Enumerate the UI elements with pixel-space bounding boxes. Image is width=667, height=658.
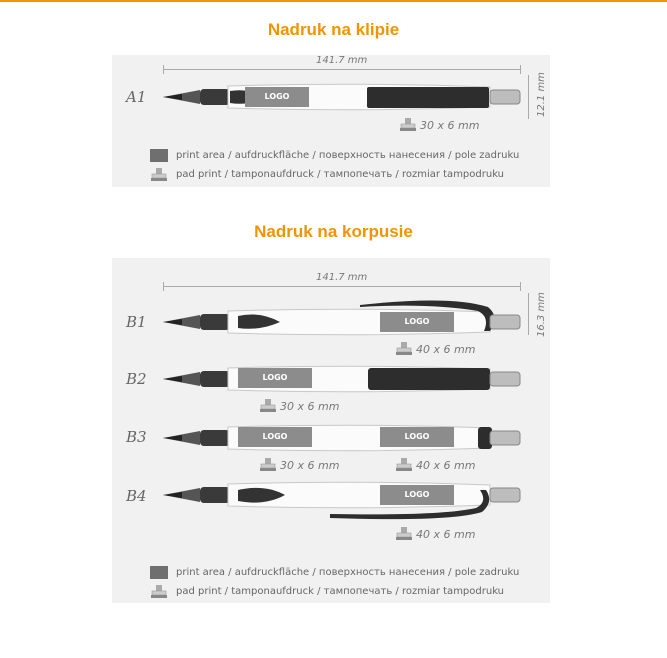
legend-print-area-b xyxy=(150,566,519,579)
legend-pad-print xyxy=(150,168,504,181)
logo-print-area-b3-left: LOGO xyxy=(238,427,312,447)
legend-print-area xyxy=(150,149,519,162)
section-a-title: Nadruk na klipie xyxy=(267,20,400,39)
pad-print-icon xyxy=(151,585,167,599)
legend-pad-print-b xyxy=(150,585,504,598)
pad-size-b1 xyxy=(396,342,475,356)
section-b-title: Nadruk na korpusie xyxy=(254,222,413,241)
legend-pad-print-label: pad print / tamponaufdruck / тампопечать / rozmiar tampodruku xyxy=(176,586,505,597)
logo-print-area-b1: LOGO xyxy=(380,312,454,332)
height-dimension-label-b: 16.3 mm xyxy=(536,292,547,337)
pad-print-icon xyxy=(396,458,412,472)
pad-size-b3-right xyxy=(396,458,475,472)
pen-label-b4: B4 xyxy=(126,487,147,505)
pen-label-b2: B2 xyxy=(126,370,147,388)
pad-print-icon xyxy=(260,399,276,413)
legend-print-area-label: print area / aufdruckfläche / поверхность нанесения / pole zadruku xyxy=(176,150,520,161)
pad-size-b4 xyxy=(396,527,475,541)
pen-label-b3: B3 xyxy=(126,428,147,446)
pad-size-label: 30 x 6 mm xyxy=(420,118,480,132)
print-area-swatch xyxy=(150,149,168,162)
legend-print-area-label: print area / aufdruckfläche / поверхность нанесения / pole zadruku xyxy=(176,567,520,578)
pen-label-a1: A1 xyxy=(126,88,147,106)
pad-size-b3-left xyxy=(260,458,339,472)
length-dimension-label-b: 141.7 mm xyxy=(316,272,368,283)
pen-b1-illustration xyxy=(160,297,525,343)
pad-size-label: 40 x 6 mm xyxy=(416,458,476,472)
pen-b4-illustration xyxy=(160,478,525,524)
pad-size-a1 xyxy=(400,118,479,132)
pad-print-icon xyxy=(396,342,412,356)
logo-print-area-b3-right: LOGO xyxy=(380,427,454,447)
length-dimension-line xyxy=(163,69,521,70)
logo-print-area-b4: LOGO xyxy=(380,485,454,505)
pad-size-b2 xyxy=(260,399,339,413)
pad-print-icon xyxy=(400,118,416,132)
pad-size-label: 40 x 6 mm xyxy=(416,527,476,541)
pen-b3-illustration xyxy=(160,421,525,455)
pen-a1-illustration xyxy=(160,80,525,114)
length-dimension-line-b xyxy=(163,286,521,287)
logo-print-area-a1: LOGO xyxy=(245,87,309,107)
pad-size-label: 30 x 6 mm xyxy=(280,399,340,413)
top-accent-line xyxy=(0,0,667,2)
pen-label-b1: B1 xyxy=(126,313,147,331)
pad-size-label: 30 x 6 mm xyxy=(280,458,340,472)
legend-pad-print-label: pad print / tamponaufdruck / тампопечать / rozmiar tampodruku xyxy=(176,169,505,180)
print-area-swatch xyxy=(150,566,168,579)
length-dimension-label: 141.7 mm xyxy=(316,55,368,66)
height-dimension-label: 12.1 mm xyxy=(536,72,547,117)
pad-print-icon xyxy=(260,458,276,472)
pad-size-label: 40 x 6 mm xyxy=(416,342,476,356)
pad-print-icon xyxy=(151,168,167,182)
pad-print-icon xyxy=(396,527,412,541)
logo-print-area-b2: LOGO xyxy=(238,368,312,388)
pen-b2-illustration xyxy=(160,362,525,396)
